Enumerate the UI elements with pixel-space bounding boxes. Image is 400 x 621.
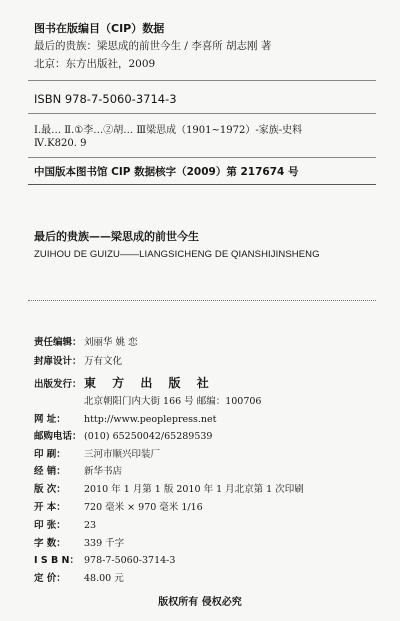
info-label: 版 次： (34, 484, 66, 495)
info-row (34, 334, 138, 348)
book-title: 最后的贵族——梁思成的前世今生 (34, 230, 199, 243)
info-row (34, 481, 304, 495)
cip-isbn: ISBN 978-7-5060-3714-3 (34, 92, 177, 106)
info-label: 封扉设计： (34, 356, 82, 367)
info-label: 字 数： (34, 538, 66, 549)
cip-bottom-rule (28, 184, 376, 185)
info-value: 339 千字 (84, 538, 125, 549)
info-label: I S B N： (34, 555, 79, 566)
cip-publisher-line: 北京：东方出版社，2009 (34, 58, 156, 70)
info-label: 责任编辑： (34, 337, 82, 348)
info-row (34, 353, 122, 367)
cip-classification: Ⅰ.最… Ⅱ.①李…②胡… Ⅲ梁思成（1901~1972）-家族-史料 (34, 125, 303, 136)
info-value: 2010 年 1 月第 1 版 2010 年 1 月北京第 1 次印刷 (84, 484, 304, 495)
section-divider (28, 300, 376, 301)
info-label: 经 销： (34, 466, 66, 477)
info-label: 网 址： (34, 414, 66, 425)
info-row (34, 446, 160, 460)
info-value: 978-7-5060-3714-3 (84, 555, 176, 566)
cip-divider (28, 157, 376, 158)
publisher-logo: 東 方 出 版 社 (84, 376, 215, 390)
info-row (34, 374, 215, 391)
info-row (34, 499, 203, 513)
info-value: 48.00 元 (84, 573, 124, 584)
info-row (34, 393, 261, 407)
info-value: (010) 65250042/65289539 (84, 431, 213, 442)
info-label: 出版发行： (34, 379, 82, 390)
info-row (34, 428, 212, 442)
info-value: 720 毫米 × 970 毫米 1/16 (84, 502, 203, 513)
info-row (34, 517, 96, 531)
info-row (34, 552, 175, 566)
info-row (34, 463, 122, 477)
info-value: 万有文化 (84, 356, 123, 367)
cip-heading: 图书在版编目（CIP）数据 (34, 22, 165, 35)
cip-divider (28, 113, 376, 114)
info-row (34, 570, 124, 584)
info-row (34, 535, 124, 549)
info-value: 三河市顺兴印装厂 (84, 449, 161, 460)
copyright-notice: 版权所有 侵权必究 (158, 597, 242, 608)
info-value: 新华书店 (84, 466, 123, 477)
info-value: 23 (84, 520, 97, 531)
info-label: 印 张： (34, 520, 66, 531)
info-label: 印 刷： (34, 449, 66, 460)
cip-verification: 中国版本图书馆 CIP 数据核字（2009）第 217674 号 (34, 166, 299, 178)
info-value: http://www.peoplepress.net (84, 414, 217, 425)
cip-title-line: 最后的贵族：梁思成的前世今生 / 李喜所 胡志刚 著 (34, 40, 272, 52)
info-value: 北京朝阳门内大街 166 号 邮编：100706 (84, 396, 262, 407)
info-label: 定 价： (34, 573, 66, 584)
info-label: 邮购电话： (34, 431, 82, 442)
info-row (34, 411, 216, 425)
cip-classification-number: Ⅳ.K820. 9 (34, 138, 87, 149)
info-label: 开 本： (34, 502, 66, 513)
info-value: 刘丽华 姚 恋 (84, 337, 138, 348)
cip-divider (28, 80, 376, 81)
book-title-pinyin: ZUIHOU DE GUIZU——LIANGSICHENG DE QIANSHIJINSHENG (34, 249, 320, 260)
